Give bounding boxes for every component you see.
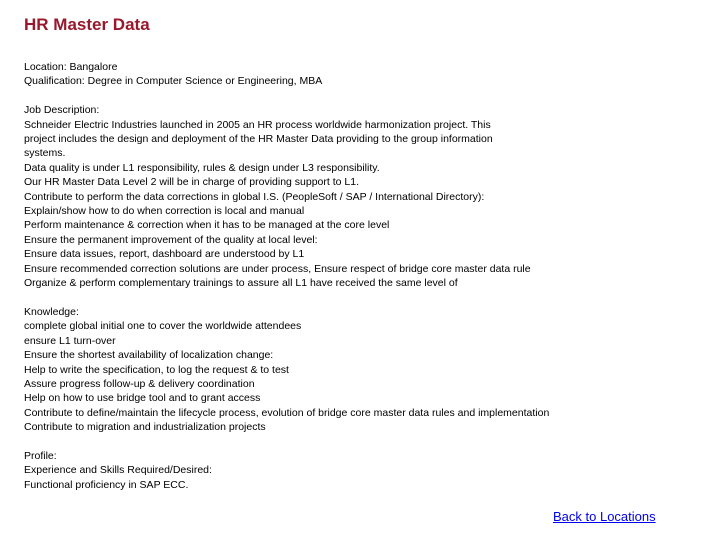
- profile-line: Functional proficiency in SAP ECC.: [24, 478, 189, 491]
- job-description-line: Data quality is under L1 responsibility, rules & design under L3 responsibility.: [24, 161, 380, 174]
- knowledge-line: Ensure the shortest availability of localization change:: [24, 349, 274, 362]
- profile-section: [24, 449, 704, 492]
- job-description-line: Contribute to perform the data corrections in global I.S. (PeopleSoft / SAP / International Directory):: [24, 190, 485, 203]
- profile-heading: Profile:: [24, 449, 57, 462]
- knowledge-section: [24, 305, 704, 435]
- profile-line: Experience and Skills Required/Desired:: [24, 464, 212, 477]
- job-description-line: Organize & perform complementary trainings to assure all L1 have received the same level of: [24, 277, 458, 290]
- job-description-line: Our HR Master Data Level 2 will be in charge of providing support to L1.: [24, 176, 360, 189]
- job-description-line: Explain/show how to do when correction is local and manual: [24, 205, 305, 218]
- job-description-section: [24, 103, 704, 290]
- job-description-line: project includes the design and deployment of the HR Master Data providing to the group information: [24, 133, 493, 146]
- qualification-line: Qualification: Degree in Computer Science or Engineering, MBA: [24, 75, 323, 88]
- knowledge-line: Help to write the specification, to log the request & to test: [24, 363, 289, 376]
- knowledge-line: Contribute to define/maintain the lifecycle process, evolution of bridge core master data rules and implementation: [24, 406, 550, 419]
- job-description-line: Perform maintenance & correction when it has to be managed at the core level: [24, 219, 390, 232]
- knowledge-line: ensure L1 turn-over: [24, 334, 116, 347]
- location-line: Location: Bangalore: [24, 61, 118, 73]
- knowledge-line: Assure progress follow-up & delivery coordination: [24, 377, 255, 390]
- job-description-line: systems.: [24, 147, 66, 160]
- page-title: HR Master Data: [24, 15, 150, 34]
- back-to-locations-link[interactable]: Back to Locations: [553, 509, 656, 524]
- knowledge-line: Contribute to migration and industrialization projects: [24, 421, 266, 434]
- knowledge-line: Help on how to use bridge tool and to grant access: [24, 392, 261, 405]
- job-description-heading: Job Description:: [24, 104, 100, 117]
- knowledge-line: complete global initial one to cover the worldwide attendees: [24, 320, 302, 333]
- job-description-line: Ensure data issues, report, dashboard are understood by L1: [24, 248, 305, 261]
- job-posting: [24, 14, 704, 492]
- job-description-line: Ensure the permanent improvement of the quality at local level:: [24, 233, 318, 246]
- job-description-line: Ensure recommended correction solutions are under process, Ensure respect of bridge core master data rule: [24, 262, 531, 275]
- header-section: [24, 60, 704, 89]
- knowledge-heading: Knowledge:: [24, 305, 79, 318]
- job-description-line: Schneider Electric Industries launched in 2005 an HR process worldwide harmonization project. This: [24, 118, 491, 131]
